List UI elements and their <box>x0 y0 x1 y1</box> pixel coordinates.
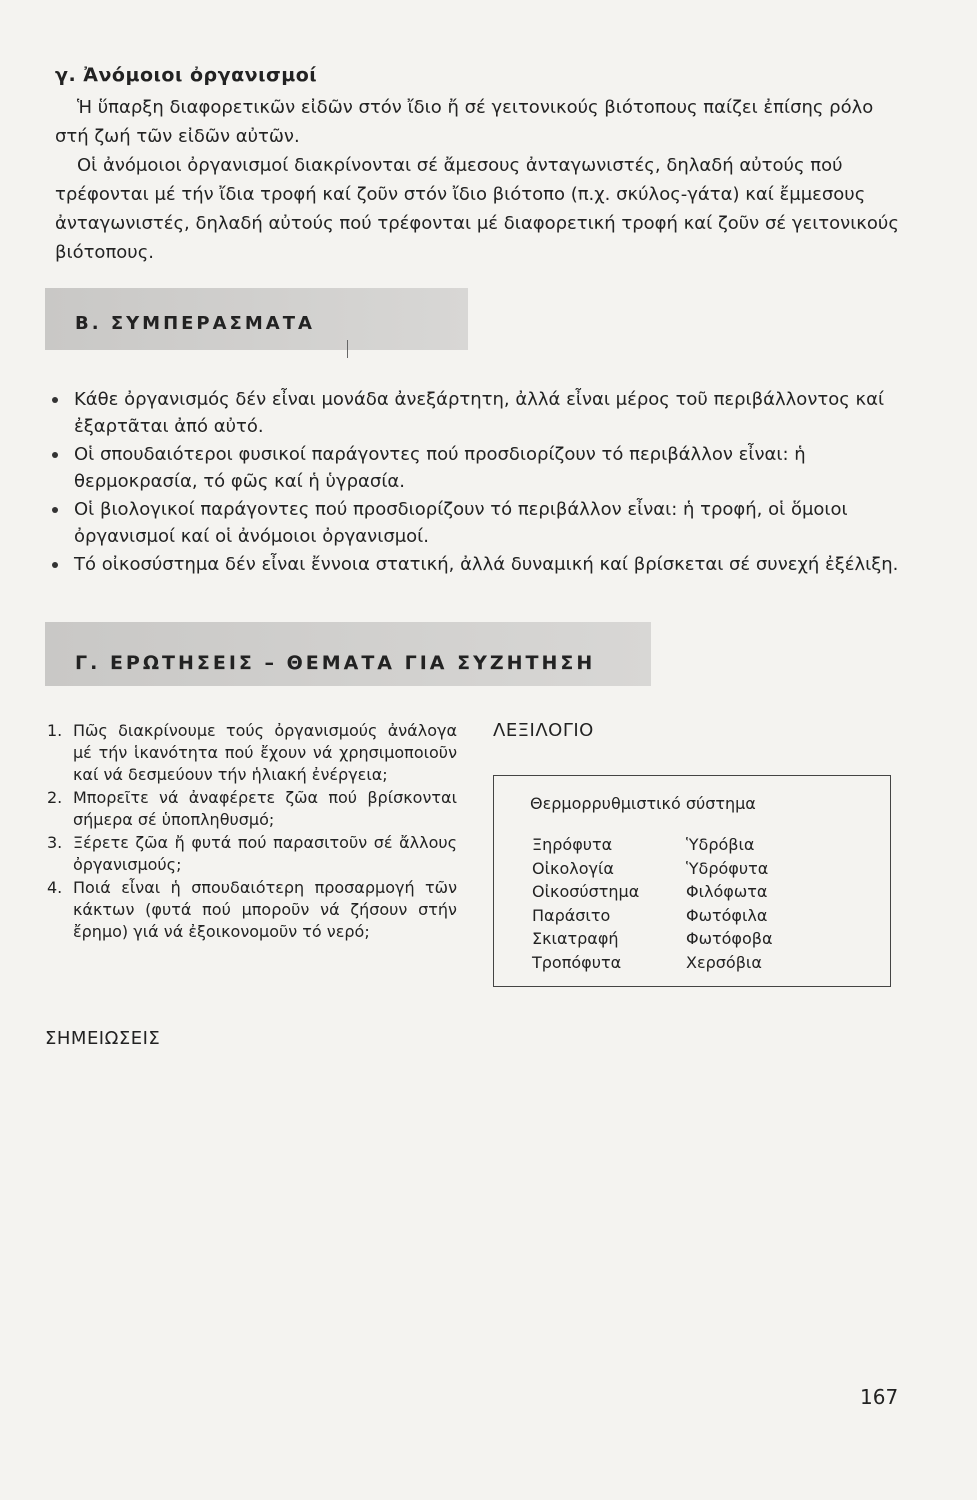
question-text: Ποιά εἶναι ἡ σπουδαιότερη προσαρμογή τῶν κάκτων (φυτά πού μποροῦν νά ζήσουν στήν ἔρημο) γιά νά ἐξοικονομοῦν τό νερό; <box>73 878 457 941</box>
list-item-text: Οἱ σπουδαιότεροι φυσικοί παράγοντες πού προσδιορίζουν τό περιβάλλον εἶναι: ἡ θερμοκρασία, τό φῶς καί ἡ ὑγρασία. <box>74 444 806 492</box>
question-item <box>47 832 457 876</box>
bullet-icon <box>52 507 58 513</box>
question-number: 1. <box>47 721 63 740</box>
glossary-term: Χερσόβια <box>686 952 762 972</box>
question-number: 2. <box>47 788 63 807</box>
list-item <box>40 441 910 495</box>
list-item-text: Τό οἰκοσύστημα δέν εἶναι ἔννοια στατική, ἀλλά δυναμική καί βρίσκεται σέ συνεχή ἐξέλιξη. <box>74 554 899 575</box>
question-item <box>47 720 457 786</box>
glossary-head-term: Θερμορρυθμιστικό σύστημα <box>530 794 756 813</box>
glossary-term: Σκιατραφή <box>532 929 619 948</box>
section-banner-questions: Γ. ΕΡΩΤΗΣΕΙΣ – ΘΕΜΑΤΑ ΓΙΑ ΣΥΖΗΤΗΣΗ <box>45 622 651 686</box>
bullet-icon <box>52 397 58 403</box>
glossary-term: Φωτόφοβα <box>686 929 773 948</box>
question-text: Πῶς διακρίνουμε τούς ὀργανισμούς ἀνάλογα μέ τήν ἱκανότητα πού ἔχουν νά χρησιμοποιοῦν καί νά δεσμεύουν τήν ἡλιακή ἐνέργεια; <box>73 721 457 784</box>
question-text: Μπορεῖτε νά ἀναφέρετε ζῶα πού βρίσκονται σήμερα σέ ὑποπληθυσμό; <box>73 788 457 829</box>
question-item <box>47 877 457 943</box>
glossary-term: Φιλόφωτα <box>686 882 768 901</box>
glossary-right-column <box>686 833 773 974</box>
glossary-term: Ὑδρόφυτα <box>686 858 769 878</box>
list-item-text: Κάθε ὀργανισμός δέν εἶναι μονάδα ἀνεξάρτητη, ἀλλά εἶναι μέρος τοῦ περιβάλλοντος καί ἐξαρτᾶται ἀπό αὐτό. <box>74 389 885 437</box>
subsection-body <box>55 93 900 267</box>
paragraph: Ἡ ὕπαρξη διαφορετικῶν εἰδῶν στόν ἴδιο ἤ σέ γειτονικούς βιότοπους παίζει ἐπίσης ρόλο στή ζωή τῶν εἰδῶν αὐτῶν. <box>55 97 874 147</box>
question-item <box>47 787 457 831</box>
section-banner-conclusions: Β. ΣΥΜΠΕΡΑΣΜΑΤΑ <box>45 288 468 350</box>
glossary-term: Παράσιτο <box>532 905 611 925</box>
glossary-term: Τροπόφυτα <box>532 952 622 972</box>
question-number: 4. <box>47 878 63 897</box>
subsection-heading: γ. Ἀνόμοιοι ὀργανισμοί <box>55 64 318 86</box>
question-text: Ξέρετε ζῶα ἤ φυτά πού παρασιτοῦν σέ ἄλλους ὀργανισμούς; <box>73 833 457 874</box>
page-number: 167 <box>860 1385 899 1409</box>
glossary-term: Φωτόφιλα <box>686 905 768 925</box>
divider <box>347 340 348 358</box>
glossary-term: Οἰκοσύστημα <box>532 882 640 901</box>
bullet-icon <box>52 562 58 568</box>
glossary-term: Οἰκολογία <box>532 858 614 878</box>
question-number: 3. <box>47 833 63 852</box>
glossary-term: Ξηρόφυτα <box>532 835 613 854</box>
glossary-box <box>493 775 891 987</box>
glossary-left-column <box>532 833 639 974</box>
glossary-title: ΛΕΞΙΛΟΓΙΟ <box>493 720 594 741</box>
paragraph: Οἱ ἀνόμοιοι ὀργανισμοί διακρίνονται σέ ἄμεσους ἀνταγωνιστές, δηλαδή αὐτούς πού τρέφονται μέ τήν ἴδια τροφή καί ζοῦν στόν ἴδιο βιότοπο (π.χ. σκύλος-γάτα) καί ἔμμεσους ἀνταγωνιστές, δηλαδή αὐτούς πού τρέφονται μέ διαφορετική τροφή καί ζοῦν σέ γειτονικούς βιότοπους. <box>55 155 899 263</box>
bullet-icon <box>52 452 58 458</box>
list-item-text: Οἱ βιολογικοί παράγοντες πού προσδιορίζουν τό περιβάλλον εἶναι: ἡ τροφή, οἱ ὅμοιοι ὀργανισμοί καί οἱ ἀνόμοιοι ὀργανισμοί. <box>74 499 848 547</box>
notes-label: ΣΗΜΕΙΩΣΕΙΣ <box>45 1028 161 1049</box>
glossary-term: Ὑδρόβια <box>686 835 755 854</box>
list-item <box>40 386 910 440</box>
list-item <box>40 551 910 578</box>
conclusions-list <box>40 386 910 579</box>
list-item <box>40 496 910 550</box>
questions-list <box>47 720 457 944</box>
